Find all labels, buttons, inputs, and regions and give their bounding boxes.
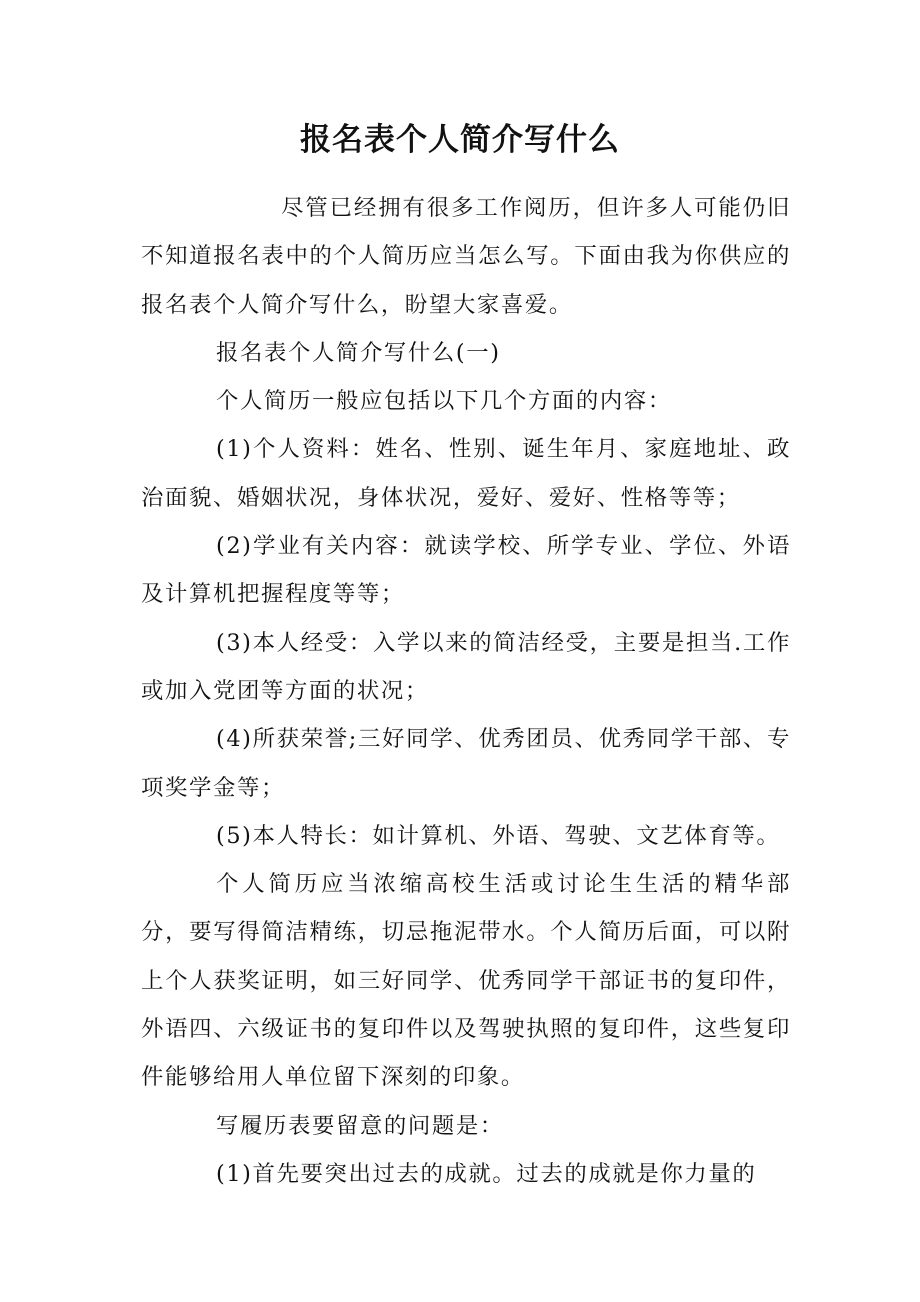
list-item-education: (2)学业有关内容：就读学校、所学专业、学位、外语及计算机把握程度等等； [141, 533, 791, 608]
document-title: 报名表个人简介写什么 [300, 122, 620, 158]
list-item-achievements: (1)首先要突出过去的成就。过去的成就是你力量的 [216, 1160, 757, 1187]
document-body [141, 184, 791, 1198]
list-item-experience: (3)本人经受：入学以来的简洁经受，主要是担当.工作或加入党团等方面的状况； [141, 629, 791, 704]
list-item-honors: (4)所获荣誉;三好同学、优秀团员、优秀同学干部、专项奖学金等； [141, 726, 791, 801]
intro-paragraph: 尽管已经拥有很多工作阅历，但许多人可能仍旧不知道报名表中的个人简历应当怎么写。下面由我为你供应的报名表个人简介写什么，盼望大家喜爱。 [141, 195, 791, 318]
paragraph-notes-heading: 写履历表要留意的问题是： [216, 1112, 504, 1139]
paragraph-resume-contents: 个人简历一般应包括以下几个方面的内容： [216, 388, 672, 415]
paragraph-resume-advice: 个人简历应当浓缩高校生活或讨论生生活的精华部分，要写得简洁精练，切忌拖泥带水。个人简历后面，可以附上个人获奖证明，如三好同学、优秀同学干部证书的复印件，外语四、六级证书的复印件以及驾驶执照的复印件，这些复印件能够给用人单位留下深刻的印象。 [141, 871, 791, 1091]
section-heading: 报名表个人简介写什么(一) [216, 339, 501, 366]
list-item-personal-info: (1)个人资料：姓名、性别、诞生年月、家庭地址、政治面貌、婚姻状况，身体状况，爱好、爱好、性格等等； [141, 436, 791, 511]
list-item-skills: (5)本人特长：如计算机、外语、驾驶、文艺体育等。 [216, 822, 781, 849]
